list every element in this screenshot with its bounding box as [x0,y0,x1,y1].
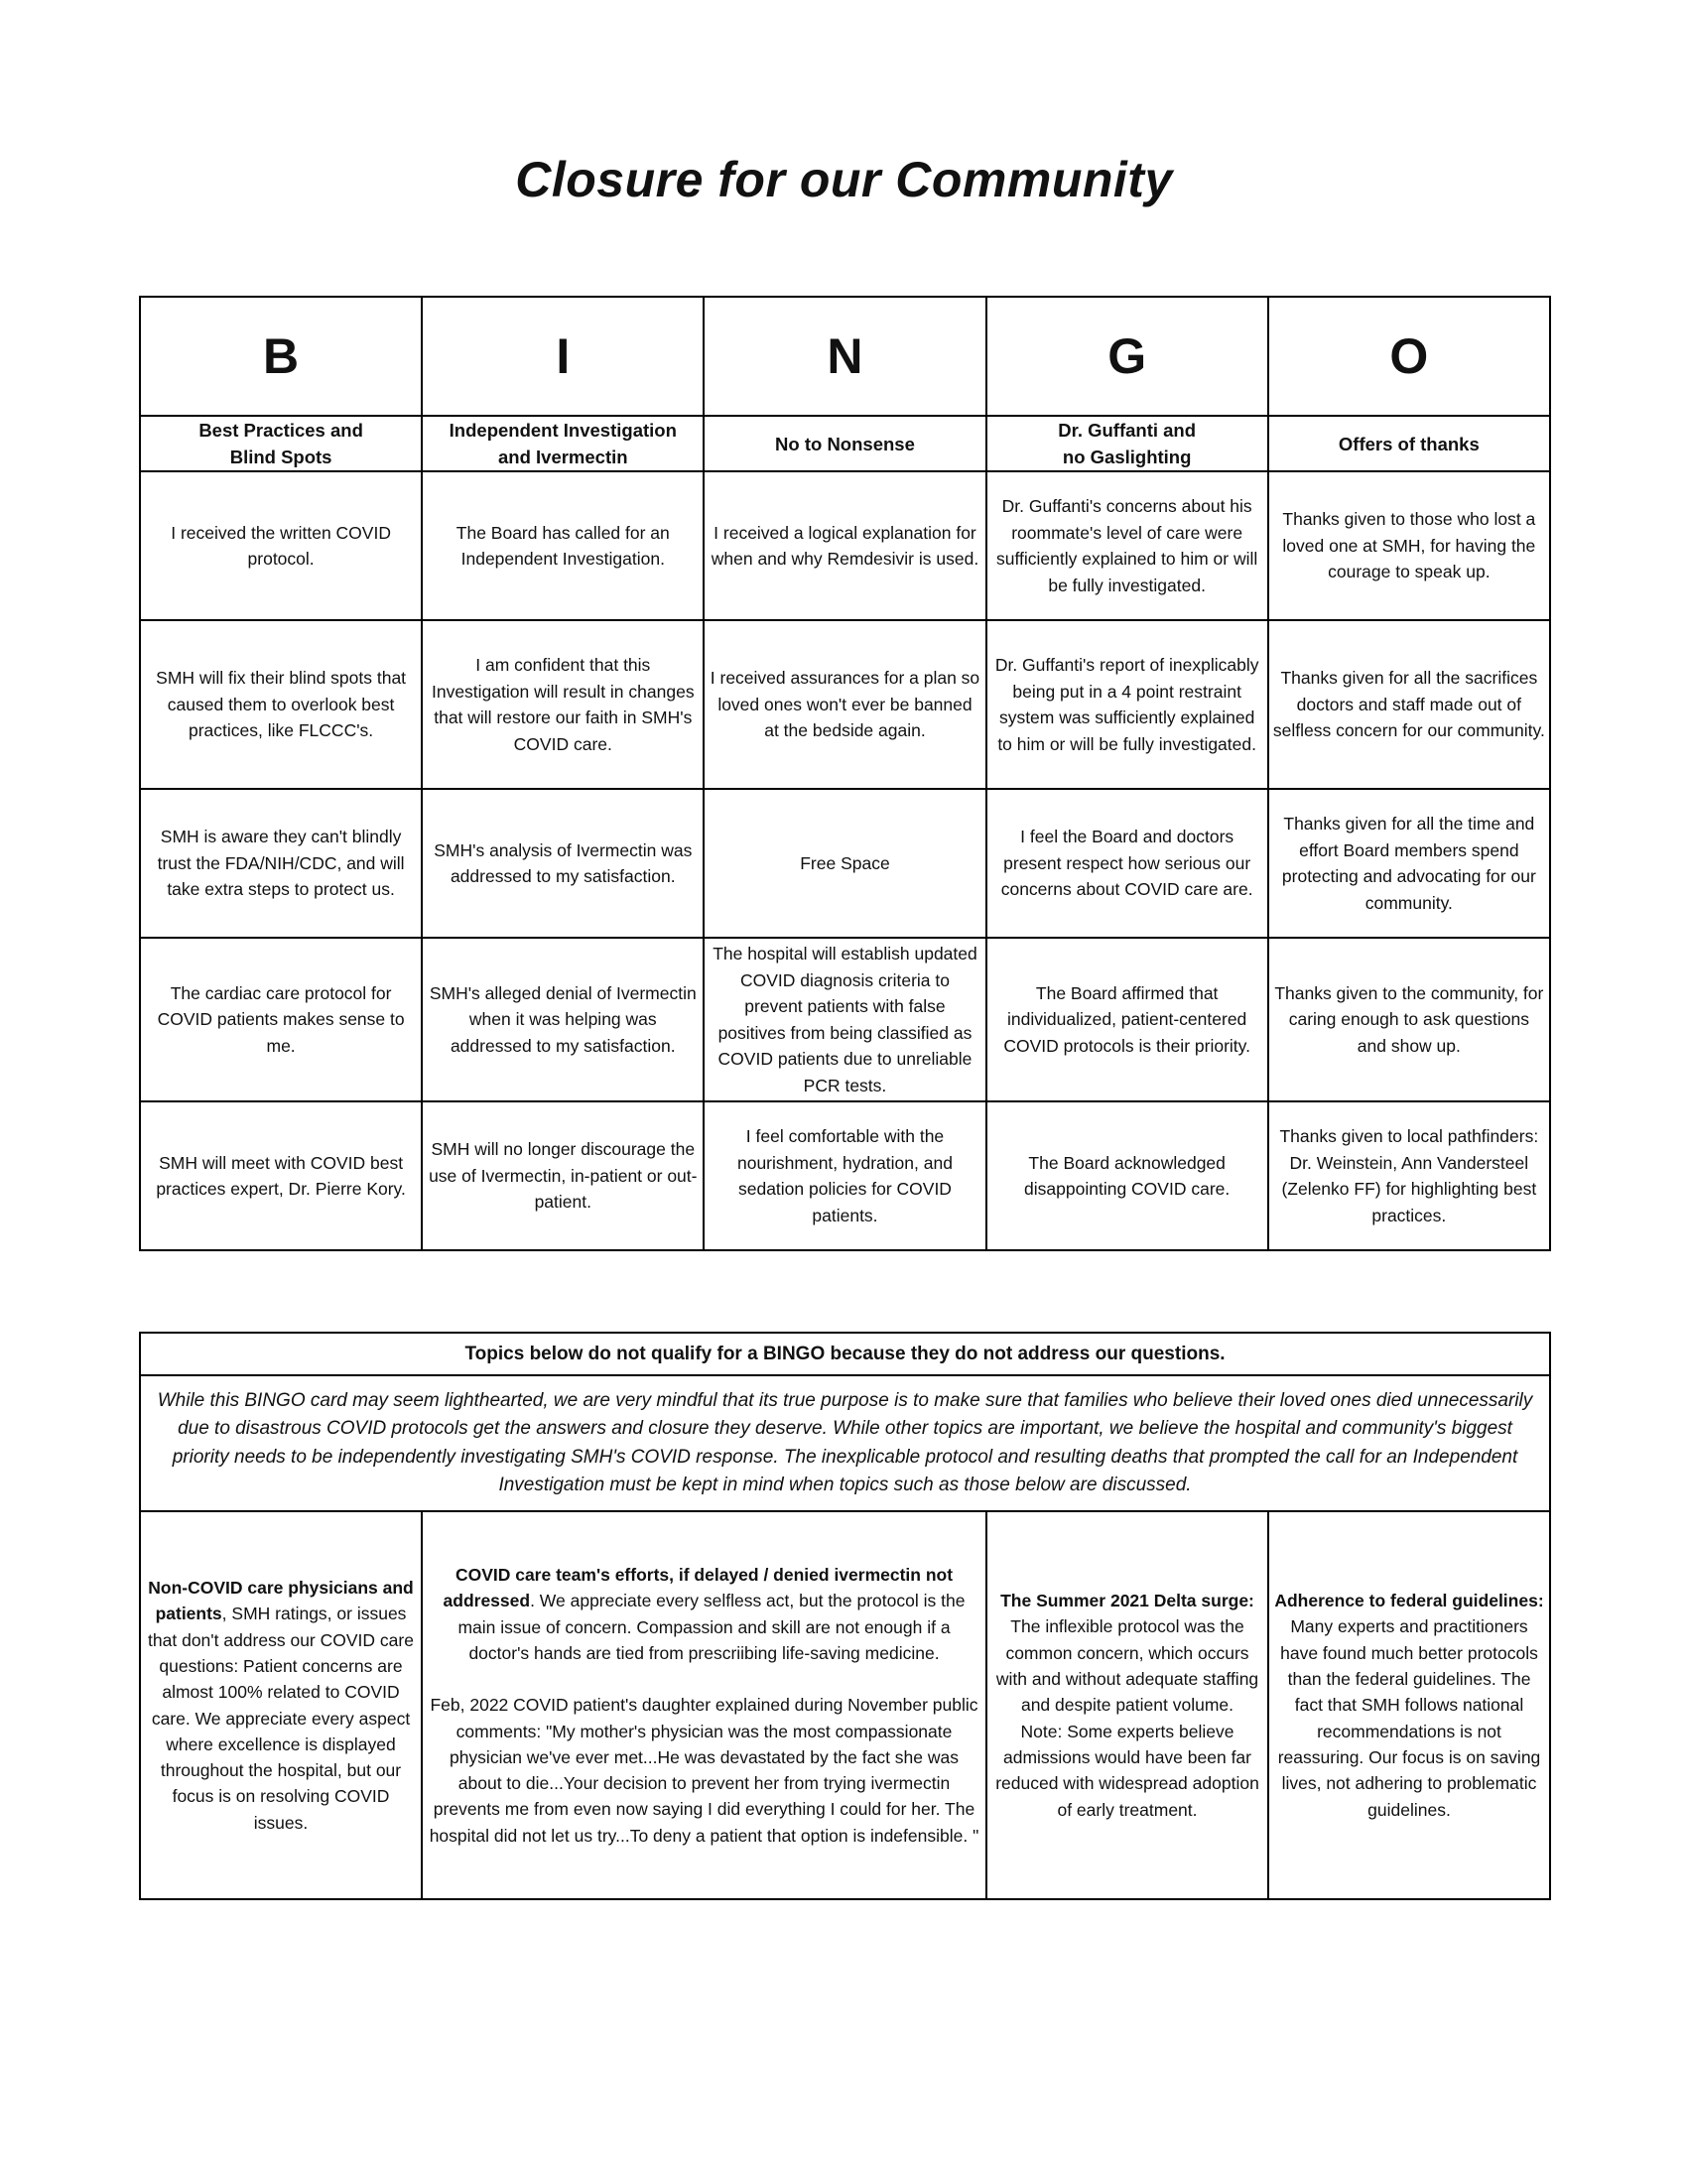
letter-g: G [986,297,1268,416]
bingo-square: Thanks given to local pathfinders: Dr. Weinstein, Ann Vandersteel (Zelenko FF) for highlighting best practices. [1268,1101,1550,1250]
topics-explanation: While this BINGO card may seem lighthearted, we are very mindful that its true purpose is to make sure that families who believe their loved ones died unnecessarily due to disastrous COVID protocols get the answers and closure they deserve. While other topics are important, we believe the hospital and community's biggest priority needs to be independently investigating SMH's COVID response. The inexplicable protocol and resulting deaths that prompted the call for an Independent Investigation must be kept in mind when topics such as those below are discussed. [140,1375,1550,1511]
bingo-square: I received the written COVID protocol. [140,471,422,620]
bingo-square: Thanks given for all the sacrifices doctors and staff made out of selfless concern for our community. [1268,620,1550,789]
bingo-row-4 [140,938,1550,1101]
bingo-square: The hospital will establish updated COVID diagnosis criteria to prevent patients with false positives from being classified as COVID patients due to unreliable PCR tests. [704,938,985,1101]
bingo-square: I received a logical explanation for when and why Remdesivir is used. [704,471,985,620]
letter-o: O [1268,297,1550,416]
bingo-square: I am confident that this Investigation will result in changes that will restore our faith in SMH's COVID care. [422,620,704,789]
bingo-square: Thanks given for all the time and effort Board members spend protecting and advocating for our community. [1268,789,1550,938]
category-b: Best Practices and Blind Spots [140,416,422,471]
bingo-row-5 [140,1101,1550,1250]
bingo-square: I feel the Board and doctors present respect how serious our concerns about COVID care are. [986,789,1268,938]
bingo-square: SMH will no longer discourage the use of Ivermectin, in-patient or out-patient. [422,1101,704,1250]
bingo-square: The Board has called for an Independent Investigation. [422,471,704,620]
category-o: Offers of thanks [1268,416,1550,471]
bingo-square: SMH's analysis of Ivermectin was addressed to my satisfaction. [422,789,704,938]
bingo-square: SMH will meet with COVID best practices expert, Dr. Pierre Kory. [140,1101,422,1250]
bingo-row-3 [140,789,1550,938]
bingo-square: Thanks given to the community, for caring enough to ask questions and show up. [1268,938,1550,1101]
page-title: Closure for our Community [515,152,1173,207]
topic-heading: Adherence to federal guidelines: [1274,1591,1544,1611]
topic-non-covid-care [140,1511,422,1899]
letter-i: I [422,297,704,416]
topic-body: The inflexible protocol was the common concern, which occurs with and without adequate staffing and despite patient volume. [995,1616,1259,1716]
topic-body: , SMH ratings, or issues that don't address our COVID care questions: Patient concerns are almost 100% related to COVID care. We appreciate every aspect where excellence is displayed throughout the hospital, but our focus is on resolving COVID issues. [148,1604,414,1833]
letter-n: N [704,297,985,416]
topic-covid-care-team [422,1511,986,1899]
excluded-topics-table [139,1332,1551,1900]
free-space: Free Space [704,789,985,938]
topic-body: . We appreciate every selfless act, but the protocol is the main issue of concern. Compassion and skill are not enough if a doctor's hands are tied from prescriibing life-saving medicine. [457,1591,966,1663]
topic-heading: COVID care team's efforts, if delayed / denied ivermectin not addressed [443,1565,954,1611]
bingo-square: I feel comfortable with the nourishment, hydration, and sedation policies for COVID patients. [704,1101,985,1250]
topics-header: Topics below do not qualify for a BINGO because they do not address our questions. [140,1333,1550,1375]
letter-b: B [140,297,422,416]
category-i: Independent Investigation and Ivermectin [422,416,704,471]
category-g: Dr. Guffanti and no Gaslighting [986,416,1268,471]
bingo-row-1 [140,471,1550,620]
bingo-square: SMH's alleged denial of Ivermectin when it was helping was addressed to my satisfaction. [422,938,704,1101]
bingo-row-2 [140,620,1550,789]
bingo-square: The Board acknowledged disappointing COVID care. [986,1101,1268,1250]
topic-note: Note: Some experts believe admissions would have been far reduced with widespread adoption of early treatment. [995,1721,1259,1820]
topic-body: Many experts and practitioners have found much better protocols than the federal guidelines. The fact that SMH follows national recommendations is not reassuring. Our focus is on saving lives, not adhering to problematic guidelines. [1277,1616,1541,1820]
letter-row [140,297,1550,416]
bingo-square: SMH is aware they can't blindly trust the FDA/NIH/CDC, and will take extra steps to protect us. [140,789,422,938]
bingo-square: I received assurances for a plan so loved ones won't ever be banned at the bedside again. [704,620,985,789]
bingo-square: The cardiac care protocol for COVID patients makes sense to me. [140,938,422,1101]
category-row [140,416,1550,471]
bingo-square: The Board affirmed that individualized, patient-centered COVID protocols is their priority. [986,938,1268,1101]
bingo-square: SMH will fix their blind spots that caused them to overlook best practices, like FLCCC's. [140,620,422,789]
topic-heading: The Summer 2021 Delta surge: [1000,1591,1254,1611]
category-n: No to Nonsense [704,416,985,471]
topic-heading: Non-COVID care physicians and patients [148,1578,414,1624]
topic-federal-guidelines [1268,1511,1550,1899]
bingo-square: Dr. Guffanti's report of inexplicably being put in a 4 point restraint system was sufficiently explained to him or will be fully investigated. [986,620,1268,789]
bingo-square: Dr. Guffanti's concerns about his roommate's level of care were sufficiently explained to him or will be fully investigated. [986,471,1268,620]
topic-delta-surge [986,1511,1268,1899]
bingo-card [139,296,1551,1251]
bingo-square: Thanks given to those who lost a loved one at SMH, for having the courage to speak up. [1268,471,1550,620]
patient-quote: Feb, 2022 COVID patient's daughter explained during November public comments: "My mother's physician was the most compassionate physician we've ever met...He was devastated by the fact she was about to die...Your decision to prevent her from trying ivermectin prevents me from even now saying I did everything I could for her. The hospital did not let us try...To deny a patient that option is indefensible. " [429,1695,979,1846]
